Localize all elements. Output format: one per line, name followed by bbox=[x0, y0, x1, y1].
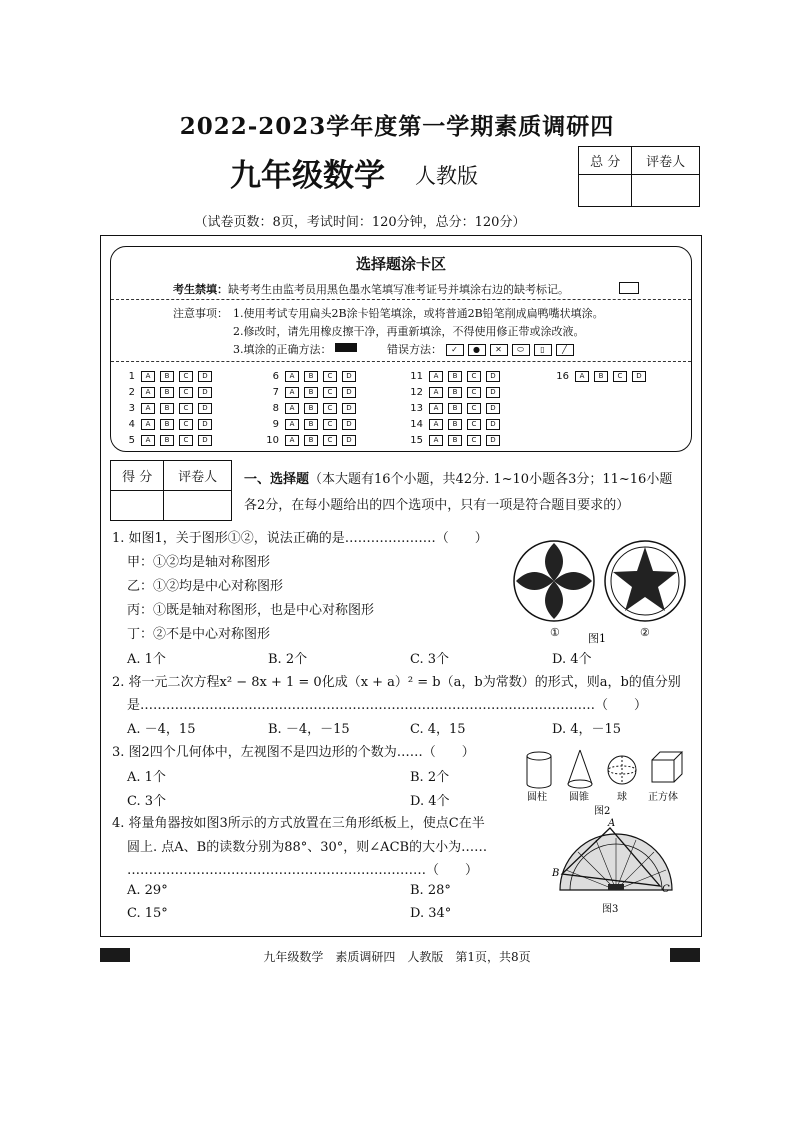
q4-option-c: C. 15° bbox=[127, 906, 168, 921]
bubble-row: 15 A B C D bbox=[407, 433, 505, 449]
q1-option-d: D. 4个 bbox=[552, 652, 592, 667]
wrong-check-icon: ✓ bbox=[446, 344, 464, 356]
bubble-c[interactable]: C bbox=[179, 387, 193, 398]
section-desc-1: （本大题有16个小题，共42分. 1~10小题各3分；11~16小题 bbox=[309, 472, 673, 487]
cube-label: 正方体 bbox=[648, 792, 678, 803]
cylinder-figure bbox=[527, 752, 551, 788]
bubble-row: 13 A B C D bbox=[407, 401, 505, 417]
bubble-a[interactable]: A bbox=[141, 387, 155, 398]
q3-option-a: A. 1个 bbox=[127, 770, 166, 785]
fig1-label-1: ① bbox=[550, 626, 560, 639]
wrong-dot-icon: ● bbox=[468, 344, 486, 356]
bubble-c[interactable]: C bbox=[323, 419, 337, 430]
q1-statement: 甲：①②均是轴对称图形 bbox=[127, 555, 271, 570]
bubble-d[interactable]: D bbox=[198, 435, 212, 446]
page-footer: 九年级数学 素质调研四 人教版 第1页，共8页 bbox=[263, 950, 531, 964]
figure-2 bbox=[522, 746, 692, 818]
wrong-slash-icon: ╱ bbox=[556, 344, 574, 356]
bubble-c[interactable]: C bbox=[179, 419, 193, 430]
bubble-a[interactable]: A bbox=[429, 387, 443, 398]
bubble-row: 10 A B C D bbox=[263, 433, 361, 449]
bubble-c[interactable]: C bbox=[323, 403, 337, 414]
bubble-row: 4 A B C D bbox=[119, 417, 217, 433]
cylinder-label: 圆柱 bbox=[527, 792, 547, 803]
q1-option-a: A. 1个 bbox=[127, 652, 166, 667]
bubble-d[interactable]: D bbox=[486, 387, 500, 398]
section-score-cell[interactable] bbox=[111, 491, 164, 521]
bubble-c[interactable]: C bbox=[323, 387, 337, 398]
bubble-b[interactable]: B bbox=[160, 403, 174, 414]
q2-option-b: B. －4，－15 bbox=[268, 722, 350, 737]
fig2-caption: 图2 bbox=[594, 806, 611, 817]
bubble-column-4 bbox=[553, 369, 651, 385]
bubble-b[interactable]: B bbox=[160, 435, 174, 446]
bubble-d[interactable]: D bbox=[342, 435, 356, 446]
bubble-c[interactable]: C bbox=[179, 371, 193, 382]
bubble-a[interactable]: A bbox=[575, 371, 589, 382]
bubble-d[interactable]: D bbox=[198, 403, 212, 414]
bubble-d[interactable]: D bbox=[342, 419, 356, 430]
section-grader-cell[interactable] bbox=[164, 491, 232, 521]
q2-stem-2: 是……………………………………………………………………………………………（ ） bbox=[127, 698, 648, 713]
protractor-figure bbox=[560, 834, 672, 890]
grader-cell[interactable] bbox=[632, 175, 700, 207]
cone-label: 圆锥 bbox=[569, 792, 589, 803]
bubble-d[interactable]: D bbox=[342, 387, 356, 398]
bubble-c[interactable]: C bbox=[467, 435, 481, 446]
q3-option-b: B. 2个 bbox=[410, 770, 450, 785]
bubble-b[interactable]: B bbox=[304, 419, 318, 430]
section-score-box bbox=[110, 460, 232, 521]
bubble-a[interactable]: A bbox=[141, 403, 155, 414]
bubble-b[interactable]: B bbox=[448, 435, 462, 446]
q1-stem: 1. 如图1，关于图形①②，说法正确的是…………………（ ） bbox=[112, 531, 488, 546]
q3-option-c: C. 3个 bbox=[127, 794, 167, 809]
bubble-a[interactable]: A bbox=[141, 419, 155, 430]
section-score-label: 得 分 bbox=[111, 461, 164, 491]
bubble-b[interactable]: B bbox=[304, 403, 318, 414]
bubble-column-1 bbox=[119, 369, 217, 449]
cone-figure bbox=[568, 750, 592, 788]
q1-option-c: C. 3个 bbox=[410, 652, 450, 667]
q4-option-a: A. 29° bbox=[127, 883, 168, 898]
grader-label: 评卷人 bbox=[632, 147, 700, 175]
bubble-d[interactable]: D bbox=[486, 371, 500, 382]
answer-card bbox=[110, 246, 692, 452]
bubble-c[interactable]: C bbox=[613, 371, 627, 382]
point-b-label: B bbox=[552, 868, 560, 879]
bubble-d[interactable]: D bbox=[198, 419, 212, 430]
bubble-row: 9 A B C D bbox=[263, 417, 361, 433]
bubble-a[interactable]: A bbox=[285, 435, 299, 446]
point-a-label: A bbox=[608, 818, 616, 829]
q1-statement: 乙：①②均是中心对称图形 bbox=[127, 579, 284, 594]
cube-figure bbox=[652, 752, 682, 782]
bubble-d[interactable]: D bbox=[198, 387, 212, 398]
figure-3 bbox=[548, 812, 678, 916]
divider bbox=[111, 299, 691, 300]
sphere-figure bbox=[608, 756, 636, 784]
note-3: 3.填涂的正确方法： bbox=[233, 343, 332, 356]
bubble-d[interactable]: D bbox=[486, 419, 500, 430]
exam-info: （试卷页数：8页，考试时间：120分钟，总分：120分） bbox=[194, 215, 526, 230]
bubble-row: 3 A B C D bbox=[119, 401, 217, 417]
bubble-c[interactable]: C bbox=[467, 419, 481, 430]
bubble-b[interactable]: B bbox=[304, 435, 318, 446]
bubble-b[interactable]: B bbox=[304, 371, 318, 382]
ban-text: 缺考考生由监考员用黑色墨水笔填写准考证号并填涂右边的缺考标记。 bbox=[228, 283, 569, 296]
fig1-caption: 图1 bbox=[588, 632, 606, 645]
figure-1 bbox=[510, 537, 690, 647]
q1-option-b: B. 2个 bbox=[268, 652, 308, 667]
q3-stem: 3. 图2四个几何体中，左视图不是四边形的个数为……（ ） bbox=[112, 745, 475, 760]
bubble-a[interactable]: A bbox=[429, 371, 443, 382]
bubble-b[interactable]: B bbox=[594, 371, 608, 382]
bubble-b[interactable]: B bbox=[160, 371, 174, 382]
bubble-d[interactable]: D bbox=[342, 371, 356, 382]
wrong-ellipse-icon: ⬭ bbox=[512, 344, 530, 356]
star-figure bbox=[605, 541, 685, 621]
q1-statement: 丁：②不是中心对称图形 bbox=[127, 627, 271, 642]
bubble-c[interactable]: C bbox=[467, 387, 481, 398]
bubble-c[interactable]: C bbox=[323, 435, 337, 446]
total-score-label: 总 分 bbox=[579, 147, 632, 175]
bubble-b[interactable]: B bbox=[160, 387, 174, 398]
q4-stem-1: 4. 将量角器按如图3所示的方式放置在三角形纸板上，使点C在半 bbox=[112, 816, 485, 831]
bubble-row: 11 A B C D bbox=[407, 369, 505, 385]
wrong-bar-icon: ▯ bbox=[534, 344, 552, 356]
bubble-c[interactable]: C bbox=[467, 403, 481, 414]
bubble-a[interactable]: A bbox=[429, 403, 443, 414]
q1-statement: 丙：①既是轴对称图形，也是中心对称图形 bbox=[127, 603, 375, 618]
notes-label: 注意事项： bbox=[173, 307, 228, 320]
bubble-row: 14 A B C D bbox=[407, 417, 505, 433]
q2-option-d: D. 4，－15 bbox=[552, 722, 622, 737]
wrong-cross-icon: ✕ bbox=[490, 344, 508, 356]
bubble-b[interactable]: B bbox=[448, 387, 462, 398]
section-grader-label: 评卷人 bbox=[164, 461, 232, 491]
absent-mark-box[interactable] bbox=[619, 282, 639, 294]
bubble-d[interactable]: D bbox=[486, 435, 500, 446]
bubble-row: 2 A B C D bbox=[119, 385, 217, 401]
q2-option-a: A. －4，15 bbox=[127, 722, 196, 737]
bubble-a[interactable]: A bbox=[285, 403, 299, 414]
bubble-c[interactable]: C bbox=[179, 435, 193, 446]
bubble-row: 12 A B C D bbox=[407, 385, 505, 401]
bubble-a[interactable]: A bbox=[429, 419, 443, 430]
bubble-row: 8 A B C D bbox=[263, 401, 361, 417]
q4-option-d: D. 34° bbox=[410, 906, 452, 921]
note-1: 1.使用考试专用扁头2B涂卡铅笔填涂，或将普通2B铅笔削成扁鸭嘴状填涂。 bbox=[233, 307, 604, 320]
bubble-c[interactable]: C bbox=[323, 371, 337, 382]
bubble-c[interactable]: C bbox=[467, 371, 481, 382]
correct-fill-sample bbox=[335, 343, 357, 352]
note-2: 2.修改时，请先用橡皮擦干净，再重新填涂，不得使用修正带或涂改液。 bbox=[233, 325, 585, 338]
bubble-d[interactable]: D bbox=[198, 371, 212, 382]
answer-card-title: 选择题涂卡区 bbox=[355, 255, 446, 273]
bubble-b[interactable]: B bbox=[304, 387, 318, 398]
bubble-row: 5 A B C D bbox=[119, 433, 217, 449]
edition-label: 人教版 bbox=[415, 164, 478, 188]
bubble-b[interactable]: B bbox=[448, 419, 462, 430]
bubble-row: 1 A B C D bbox=[119, 369, 217, 385]
bubble-d[interactable]: D bbox=[342, 403, 356, 414]
bubble-b[interactable]: B bbox=[448, 403, 462, 414]
point-c-label: C bbox=[662, 884, 670, 895]
bubble-column-3 bbox=[407, 369, 505, 449]
fig3-caption: 图3 bbox=[602, 904, 619, 915]
exam-title: 2022-2023学年度第一学期素质调研四 bbox=[179, 113, 615, 140]
fig1-label-2: ② bbox=[640, 626, 650, 639]
subject-title: 九年级数学 bbox=[230, 158, 385, 194]
bubble-d[interactable]: D bbox=[632, 371, 646, 382]
bubble-a[interactable]: A bbox=[285, 371, 299, 382]
q4-stem-3: ……………………………………………………………（ ） bbox=[127, 863, 479, 878]
bubble-a[interactable]: A bbox=[285, 387, 299, 398]
total-score-cell[interactable] bbox=[579, 175, 632, 207]
bubble-a[interactable]: A bbox=[285, 419, 299, 430]
total-score-box bbox=[578, 146, 700, 207]
ban-label: 考生禁填： bbox=[173, 283, 228, 296]
q3-option-d: D. 4个 bbox=[410, 794, 450, 809]
section-heading: 一、选择题 bbox=[244, 472, 310, 487]
bubble-column-2 bbox=[263, 369, 361, 449]
bubble-c[interactable]: C bbox=[179, 403, 193, 414]
section-desc-2: 各2分，在每小题给出的四个选项中，只有一项是符合题目要求的） bbox=[244, 498, 630, 513]
flower-figure bbox=[514, 541, 594, 621]
bubble-row: 7 A B C D bbox=[263, 385, 361, 401]
bubble-a[interactable]: A bbox=[429, 435, 443, 446]
q2-stem-1: 2. 将一元二次方程x² − 8x + 1 = 0化成（x + a）² = b（a，b为常数）的形式，则a，b的值分别 bbox=[112, 675, 681, 690]
q4-stem-2: 圆上. 点A、B的读数分别为88°、30°，则∠ACB的大小为…… bbox=[127, 840, 488, 855]
bubble-row: 16 A B C D bbox=[553, 369, 651, 385]
bubble-a[interactable]: A bbox=[141, 435, 155, 446]
bubble-b[interactable]: B bbox=[448, 371, 462, 382]
bubble-b[interactable]: B bbox=[160, 419, 174, 430]
q2-option-c: C. 4，15 bbox=[410, 722, 466, 737]
wrong-label: 错误方法： bbox=[387, 343, 442, 356]
q4-option-b: B. 28° bbox=[410, 883, 451, 898]
bubble-row: 6 A B C D bbox=[263, 369, 361, 385]
sphere-label: 球 bbox=[617, 792, 627, 803]
divider bbox=[111, 361, 691, 362]
bubble-a[interactable]: A bbox=[141, 371, 155, 382]
bubble-d[interactable]: D bbox=[486, 403, 500, 414]
